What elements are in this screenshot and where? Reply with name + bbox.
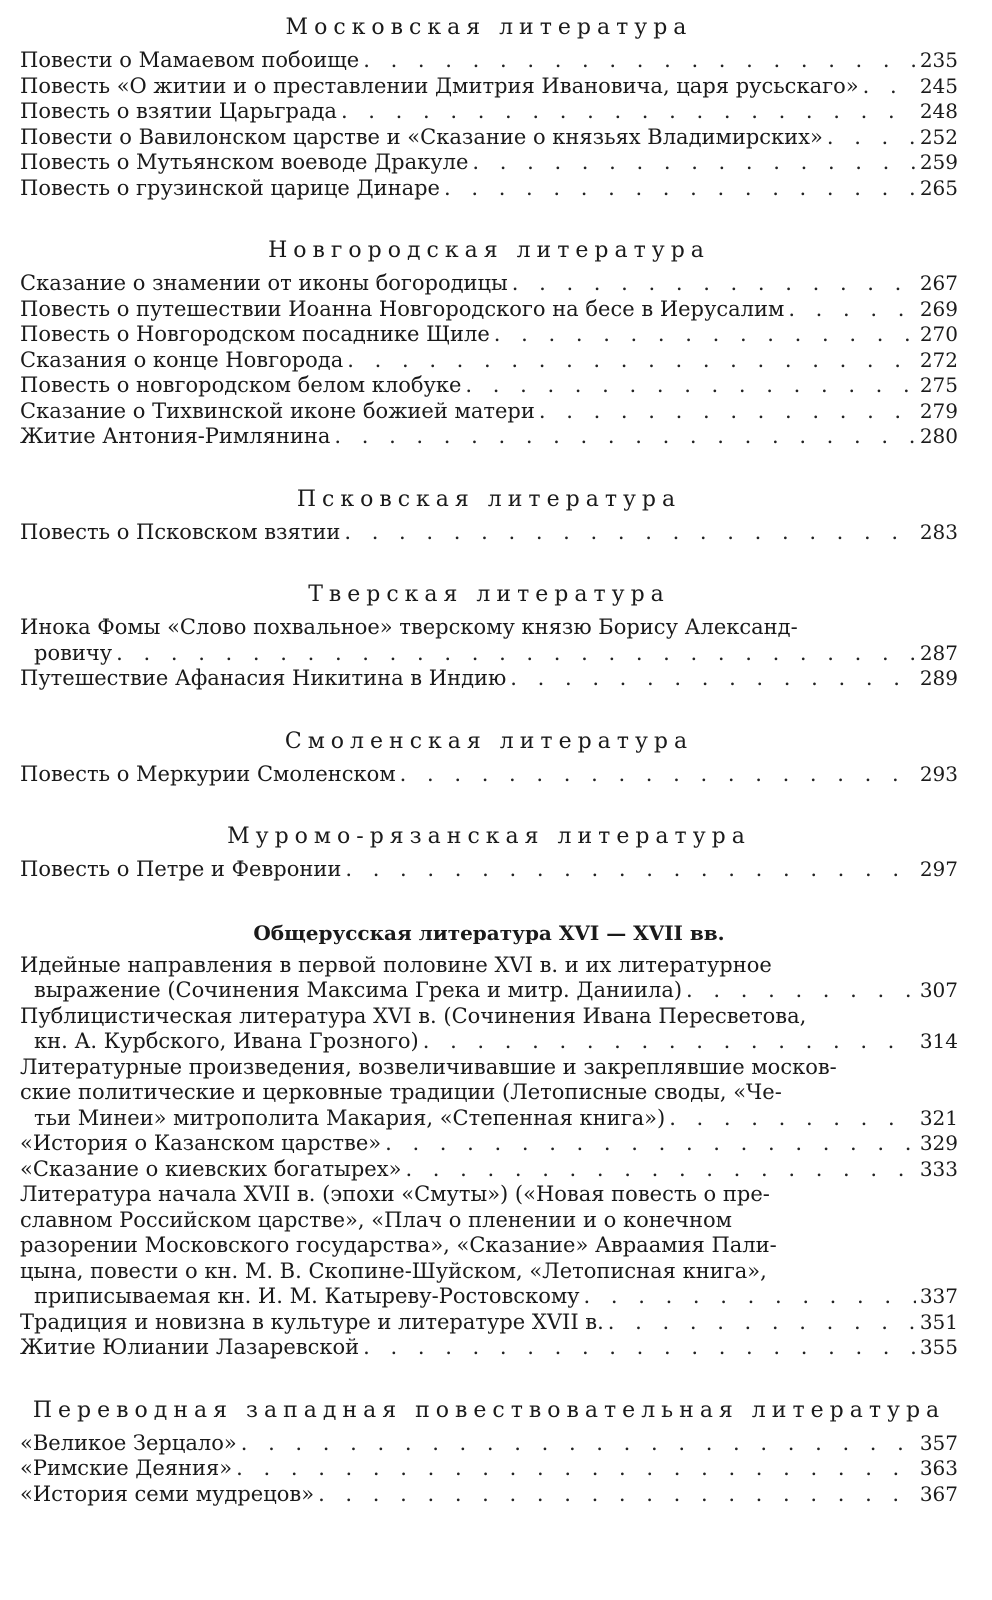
page-number: 275: [919, 373, 958, 397]
page-number: 351: [919, 1309, 958, 1334]
page-number: 283: [919, 519, 958, 544]
entry-last-line: [20, 150, 958, 176]
toc-entry[interactable]: [20, 150, 958, 176]
toc-entry[interactable]: [20, 297, 958, 323]
entry-text-line: Повесть о путешествии Иоанна Новгородского на бесе в Иерусалим: [20, 296, 785, 321]
leader-dots: [608, 1310, 916, 1336]
entry-text-line: Повесть «О житии и о преставлении Дмитрия Ивановича, царя русьскаго»: [20, 73, 859, 98]
entry-last-line: [20, 348, 958, 374]
entry-text-line: ровичу: [34, 640, 113, 665]
section-entries: [20, 953, 958, 1361]
toc-entry[interactable]: [20, 373, 958, 399]
entry-last-line: [20, 857, 958, 883]
leader-dots: [405, 1157, 915, 1183]
section-title: Новгородская литература: [268, 238, 710, 263]
entry-last-line: [20, 1131, 958, 1157]
entry-text-line: «Великое Зерцало»: [20, 1430, 237, 1455]
entry-text-line: выражение (Сочинения Максима Грека и митр. Даниила): [34, 978, 683, 1002]
leader-dots: [827, 125, 916, 151]
toc-entry[interactable]: [20, 1131, 958, 1157]
leader-dots: [334, 424, 915, 450]
entry-text-line: «Сказание о киевских богатырех»: [20, 1156, 402, 1181]
section-title: Переводная западная повествовательная литература: [32, 1397, 946, 1423]
entry-text-line: приписываемая кн. И. М. Катыреву-Ростовскому: [34, 1284, 580, 1308]
page-number: 279: [919, 398, 958, 423]
page-number: 337: [919, 1284, 958, 1308]
page-number: 248: [919, 99, 958, 123]
entry-text-line: Публицистическая литература XVI в. (Сочинения Ивана Пересветова,: [20, 1003, 807, 1028]
leader-dots: [345, 857, 915, 883]
page-number: 307: [919, 978, 958, 1002]
leader-dots: [584, 1284, 916, 1310]
toc-entry[interactable]: [20, 1157, 958, 1183]
toc-entry[interactable]: [20, 322, 958, 348]
leader-dots: [444, 176, 916, 202]
entry-last-line: [20, 99, 958, 125]
leader-dots: [669, 1106, 916, 1132]
entry-text-line: Литературные произведения, возвеличивавшие и закреплявшие москов-: [20, 1054, 837, 1079]
toc-entry[interactable]: [20, 271, 958, 297]
page-number: 355: [919, 1335, 958, 1359]
page-number: 252: [919, 124, 958, 149]
entry-last-line: [20, 1456, 958, 1482]
page-number: 297: [919, 857, 958, 881]
page-number: 314: [919, 1029, 958, 1053]
entry-text-line: Идейные направления в первой половине XVI в. и их литературное: [20, 952, 772, 977]
page-number: 259: [919, 150, 958, 174]
leader-dots: [465, 373, 915, 399]
toc-entry[interactable]: [20, 424, 958, 450]
section-entries: [20, 615, 958, 692]
toc-entry[interactable]: [20, 762, 958, 788]
entry-last-line: [20, 1310, 958, 1336]
entry-text-line: Путешествие Афанасия Никитина в Индию: [20, 666, 507, 690]
section-entries: [20, 48, 958, 201]
entry-text-line: славном Российском царстве», «Плач о пленении и о конечном: [20, 1207, 733, 1232]
entry-text-line: Повесть о грузинской царице Динаре: [20, 175, 440, 200]
section-entries: [20, 762, 958, 788]
leader-dots: [236, 1456, 916, 1482]
toc-entry[interactable]: [20, 99, 958, 125]
section-title: Псковская литература: [296, 486, 682, 512]
entry-text-line: ские политические и церковные традиции (Летописные своды, «Че-: [20, 1080, 782, 1104]
page-number: 280: [919, 424, 958, 448]
toc-entry[interactable]: [20, 615, 958, 666]
page-number: 270: [919, 322, 958, 346]
entry-text-line: Повести о Мамаевом побоище: [20, 48, 360, 72]
entry-text-line: Повести о Вавилонском царстве и «Сказание о князьях Владимирских»: [20, 124, 823, 149]
leader-dots: [510, 666, 916, 692]
leader-dots: [116, 641, 916, 667]
entry-last-line: [20, 641, 958, 667]
section-entries: [20, 271, 958, 450]
page-number: 357: [919, 1430, 958, 1455]
leader-dots: [385, 1131, 916, 1157]
leader-dots: [423, 1029, 916, 1055]
leader-dots: [363, 1335, 916, 1361]
toc-entry[interactable]: [20, 1335, 958, 1361]
entry-last-line: [20, 1431, 958, 1457]
entry-last-line: [20, 125, 958, 151]
page-number: 272: [919, 347, 958, 372]
page-number: 321: [919, 1105, 958, 1130]
toc-entry[interactable]: [20, 1482, 958, 1508]
section-title: Тверская литература: [308, 582, 670, 607]
page-number: 367: [919, 1481, 958, 1506]
toc-entry[interactable]: [20, 1456, 958, 1482]
section-title: Московская литература: [285, 15, 693, 40]
toc-entry[interactable]: [20, 666, 958, 692]
entry-text-line: «История о Казанском царстве»: [20, 1131, 382, 1155]
entry-text-line: Сказания о конце Новгорода: [20, 347, 344, 372]
entry-text-line: Сказание о Тихвинской иконе божией матери: [20, 398, 535, 423]
leader-dots: [686, 978, 916, 1004]
page-number: 363: [919, 1456, 958, 1480]
leader-dots: [539, 399, 916, 425]
entry-last-line: [20, 424, 958, 450]
page-number: 293: [919, 761, 958, 786]
entry-last-line: [20, 1335, 958, 1361]
entry-text-line: кн. А. Курбского, Ивана Грозного): [34, 1029, 419, 1053]
page-number: 329: [919, 1131, 958, 1155]
entry-text-line: Повесть о Псковском взятии: [20, 519, 341, 544]
toc-entry[interactable]: [20, 74, 958, 100]
section-title: Общерусская литература XVI — XVII вв.: [253, 920, 725, 945]
section-entries: [20, 857, 958, 883]
entry-last-line: [20, 666, 958, 692]
section-title: Муромо-рязанская литература: [227, 824, 751, 849]
toc-entry[interactable]: [20, 125, 958, 151]
toc-entry[interactable]: [20, 1182, 958, 1310]
page-number: 333: [919, 1156, 958, 1181]
leader-dots: [347, 348, 916, 374]
page-number: 235: [919, 48, 958, 72]
toc-entry[interactable]: [20, 348, 958, 374]
toc-entry[interactable]: [20, 953, 958, 1004]
section-entries: [20, 1431, 958, 1508]
entry-text-line: Литература начала XVII в. (эпохи «Смуты») («Новая повесть о пре-: [20, 1182, 770, 1206]
page-number: 245: [919, 73, 958, 98]
leader-dots: [472, 150, 915, 176]
entry-last-line: [20, 1106, 958, 1132]
leader-dots: [318, 1482, 916, 1508]
section-title: Смоленская литература: [284, 728, 694, 754]
entry-last-line: [20, 373, 958, 399]
toc-entry[interactable]: [20, 176, 958, 202]
entry-text-line: Повесть о новгородском белом клобуке: [20, 373, 462, 397]
leader-dots: [363, 48, 916, 74]
section-entries: [20, 520, 958, 546]
leader-dots: [512, 271, 916, 297]
entry-last-line: [20, 1029, 958, 1055]
entry-last-line: [20, 271, 958, 297]
entry-last-line: [20, 520, 958, 546]
toc-entry[interactable]: [20, 857, 958, 883]
entry-text-line: Повесть о Мутьянском воеводе Дракуле: [20, 150, 469, 174]
leader-dots: [241, 1431, 916, 1457]
entry-text-line: разорении Московского государства», «Сказание» Авраамия Пали-: [20, 1233, 777, 1257]
leader-dots: [341, 99, 916, 125]
entry-text-line: Житие Юлиании Лазаревской: [20, 1335, 360, 1359]
entry-text-line: Инока Фомы «Слово похвальное» тверскому князю Борису Александ-: [20, 615, 798, 639]
entry-last-line: [20, 978, 958, 1004]
entry-text-line: тьи Минеи» митрополита Макария, «Степенная книга»): [34, 1105, 666, 1130]
leader-dots: [400, 762, 916, 788]
entry-last-line: [20, 297, 958, 323]
entry-text-line: Повесть о Новгородском посаднике Щиле: [20, 322, 490, 346]
toc-entry[interactable]: [20, 1004, 958, 1055]
entry-text-line: Сказание о знамении от иконы богородицы: [20, 271, 508, 295]
page-number: 289: [919, 666, 958, 690]
entry-last-line: [20, 762, 958, 788]
leader-dots: [494, 322, 916, 348]
entry-last-line: [20, 176, 958, 202]
toc-entry[interactable]: [20, 1431, 958, 1457]
toc-entry[interactable]: [20, 399, 958, 425]
entry-text-line: Повесть о Петре и Февронии: [20, 857, 342, 881]
entry-text-line: Повесть о взятии Царьграда: [20, 99, 337, 123]
entry-last-line: [20, 48, 958, 74]
toc-entry[interactable]: [20, 1310, 958, 1336]
entry-text-line: цына, повести о кн. М. В. Скопине-Шуйском, «Летописная книга»,: [20, 1258, 767, 1283]
entry-last-line: [20, 1284, 958, 1310]
page-number: 267: [919, 271, 958, 295]
entry-text-line: «История семи мудрецов»: [20, 1481, 315, 1506]
entry-last-line: [20, 1482, 958, 1508]
leader-dots: [788, 297, 916, 323]
toc-entry[interactable]: [20, 1055, 958, 1132]
entry-last-line: [20, 399, 958, 425]
entry-last-line: [20, 322, 958, 348]
page-number: 265: [919, 175, 958, 200]
entry-text-line: Традиция и новизна в культуре и литературе XVII в.: [20, 1309, 604, 1334]
leader-dots: [863, 74, 916, 100]
page-number: 269: [919, 296, 958, 321]
entry-text-line: Житие Антония-Римлянина: [20, 424, 331, 448]
entry-last-line: [20, 74, 958, 100]
page-number: 287: [919, 640, 958, 665]
toc-entry[interactable]: [20, 520, 958, 546]
leader-dots: [344, 520, 915, 546]
entry-last-line: [20, 1157, 958, 1183]
entry-text-line: «Римские Деяния»: [20, 1456, 233, 1480]
entry-text-line: Повесть о Меркурии Смоленском: [20, 761, 396, 786]
toc-entry[interactable]: [20, 48, 958, 74]
